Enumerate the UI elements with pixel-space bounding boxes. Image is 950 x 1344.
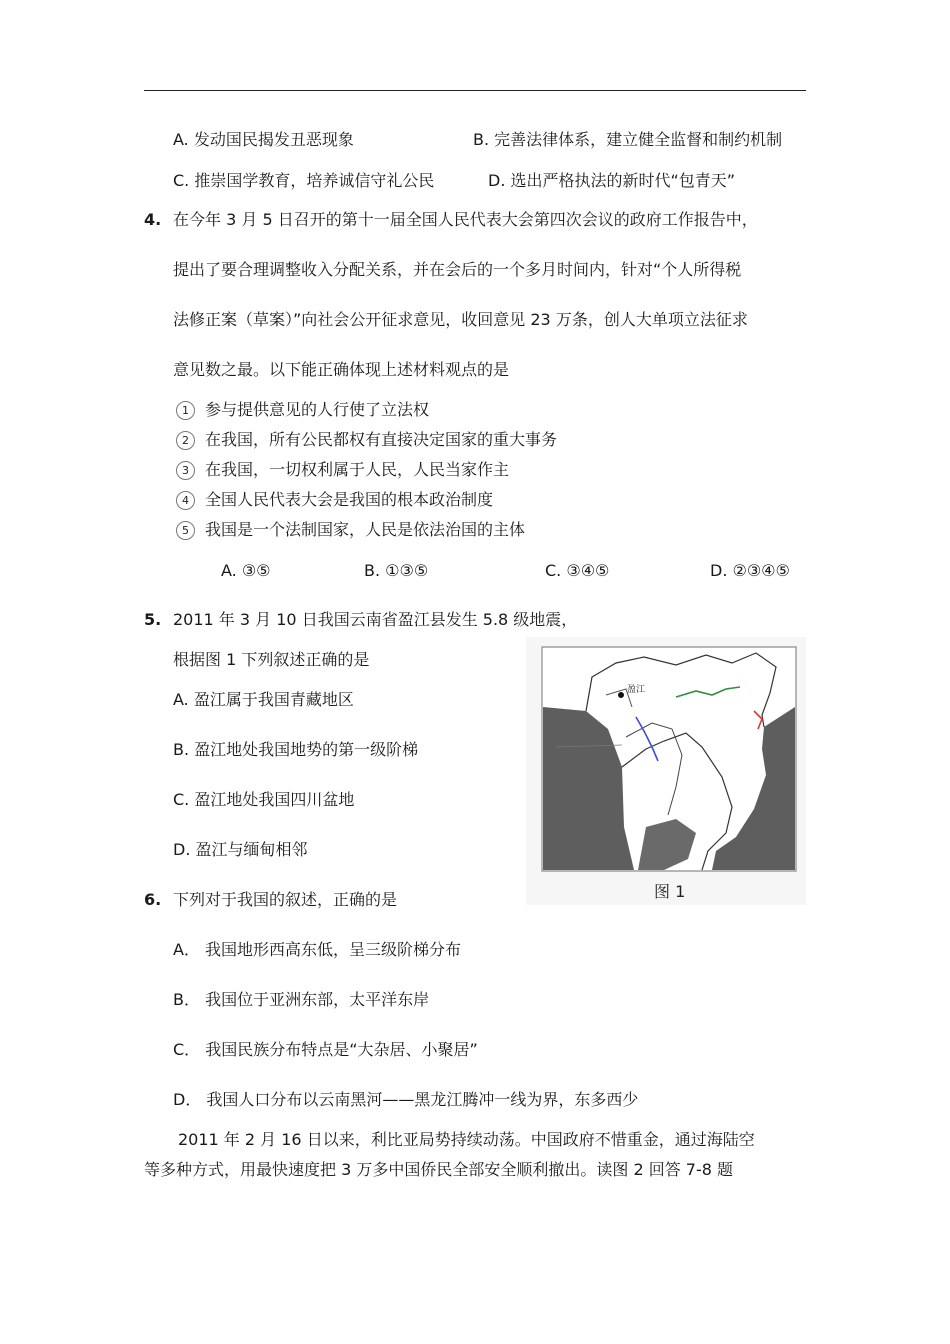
- q4-option-c: C. ③④⑤: [545, 561, 610, 580]
- q4-statement-5: 我国是一个法制国家，人民是依法治国的主体: [205, 520, 526, 539]
- passage-line-1: 2011 年 2 月 16 日以来，利比亚局势持续动荡。中国政府不惜重金，通过海陆空: [178, 1130, 755, 1149]
- passage-line-2: 等多种方式，用最快速度把 3 万多中国侨民全部安全顺利撤出。读图 2 回答 7-8 题: [144, 1160, 734, 1179]
- q3-option-d: D. 选出严格执法的新时代“包青天”: [488, 171, 736, 190]
- q4-option-b: B. ①③⑤: [364, 561, 429, 580]
- q6-option-b: B． 我国位于亚洲东部，太平洋东岸: [173, 990, 430, 1009]
- q4-statement-3-mark: 3: [176, 461, 195, 480]
- q4-option-d: D. ②③④⑤: [710, 561, 790, 580]
- q4-stem-line-4: 意见数之最。以下能正确体现上述材料观点的是: [173, 360, 510, 379]
- q4-stem-line-1: 在今年 3 月 5 日召开的第十一届全国人民代表大会第四次会议的政府工作报告中，: [173, 210, 758, 229]
- q4-statement-4-mark: 4: [176, 491, 195, 510]
- q5-option-d: D. 盈江与缅甸相邻: [173, 840, 308, 859]
- q3-option-a: A. 发动国民揭发丑恶现象: [173, 130, 354, 149]
- q5-stem: 2011 年 3 月 10 日我国云南省盈江县发生 5.8 级地震，: [173, 610, 578, 629]
- q4-statement-4: 全国人民代表大会是我国的根本政治制度: [205, 490, 494, 509]
- q5-option-c: C. 盈江地处我国四川盆地: [173, 790, 355, 809]
- figure-1-map: [526, 637, 806, 905]
- q4-stem-line-3: 法修正案（草案）”向社会公开征求意见，收回意见 23 万条，创人大单项立法征求: [173, 310, 748, 329]
- q4-statement-2-mark: 2: [176, 431, 195, 450]
- q6-number: 6.: [144, 890, 162, 909]
- q3-option-b: B. 完善法律体系，建立健全监督和制约机制: [473, 130, 783, 149]
- q5-option-b: B. 盈江地处我国地势的第一级阶梯: [173, 740, 419, 759]
- q6-option-c: C． 我国民族分布特点是“大杂居、小聚居”: [173, 1040, 478, 1059]
- q4-statement-2: 在我国，所有公民都权有直接决定国家的重大事务: [205, 430, 558, 449]
- q4-stem-line-2: 提出了要合理调整收入分配关系，并在会后的一个多月时间内，针对“个人所得税: [173, 260, 742, 279]
- q4-statement-1: 参与提供意见的人行使了立法权: [205, 400, 430, 419]
- q6-option-d: D． 我国人口分布以云南黑河——黑龙江腾冲一线为界，东多西少: [173, 1090, 639, 1109]
- q4-statement-3: 在我国，一切权利属于人民，人民当家作主: [205, 460, 510, 479]
- header-rule: [144, 90, 806, 91]
- q4-number: 4.: [144, 210, 162, 229]
- yingjiang-marker: [618, 692, 624, 698]
- figure-1-caption: 图 1: [654, 882, 686, 901]
- map-label-yingjiang: 盈江: [627, 685, 646, 695]
- q3-option-c: C. 推崇国学教育，培养诚信守礼公民: [173, 171, 435, 190]
- q5-option-a: A. 盈江属于我国青藏地区: [173, 690, 354, 709]
- q5-stem-2: 根据图 1 下列叙述正确的是: [173, 650, 370, 669]
- q5-number: 5.: [144, 610, 162, 629]
- q4-option-a: A. ③⑤: [221, 561, 271, 580]
- q6-option-a: A． 我国地形西高东低，呈三级阶梯分布: [173, 940, 462, 959]
- q4-statement-1-mark: 1: [176, 401, 195, 420]
- q4-statement-5-mark: 5: [176, 521, 195, 540]
- q6-stem: 下列对于我国的叙述，正确的是: [173, 890, 398, 909]
